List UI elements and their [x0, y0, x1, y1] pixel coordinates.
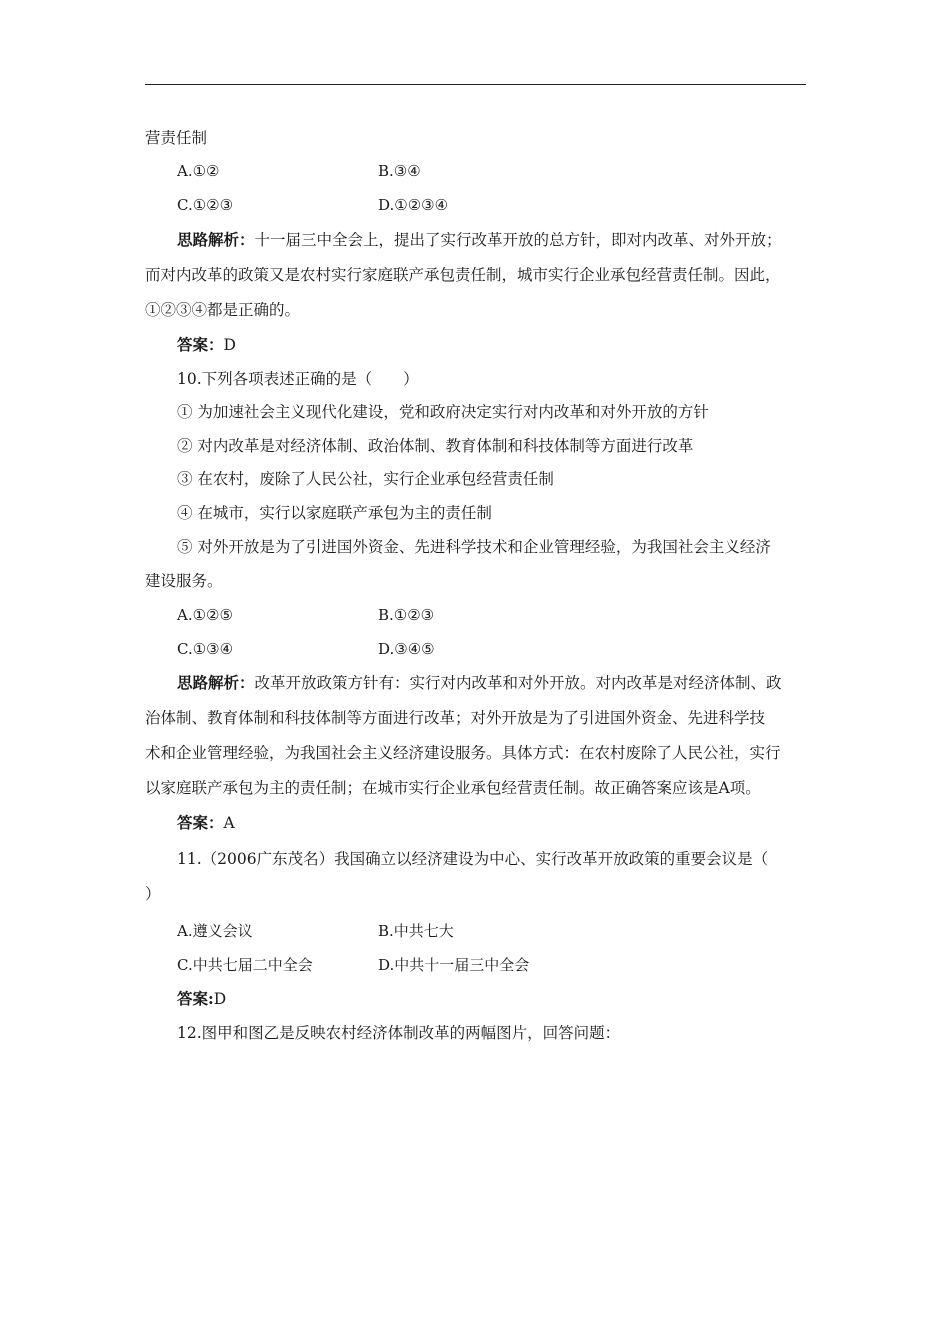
q9-answer-label: 答案：	[177, 335, 224, 354]
q10-analysis-text-1: 改革开放政策方针有：实行对内改革和对外开放。对内改革是对经济体制、政	[254, 674, 782, 692]
q10-analysis-line-2: 治体制、教育体制和科技体制等方面进行改革；对外开放是为了引进国外资金、先进科学技	[145, 709, 766, 727]
q9-stem-continued: 营责任制	[145, 129, 208, 147]
q9-analysis-line-1	[177, 230, 782, 250]
q11-option-b: B.中共七大	[378, 922, 454, 940]
q11-option-a: A.遵义会议	[177, 922, 253, 940]
q10-item-4: ④ 在城市，实行以家庭联产承包为主的责任制	[177, 504, 492, 522]
q10-item-3: ③ 在农村，废除了人民公社，实行企业承包经营责任制	[177, 470, 554, 488]
q10-answer-label: 答案：	[177, 813, 224, 832]
q9-answer-value: D	[223, 336, 236, 354]
q10-analysis-line-4: 以家庭联产承包为主的责任制；在城市实行企业承包经营责任制。故正确答案应该是A项。	[145, 779, 761, 797]
q9-option-d: D.①②③④	[378, 196, 449, 214]
q11-answer-label: 答案:	[177, 989, 214, 1008]
q11-option-d: D.中共十一届三中全会	[378, 956, 530, 974]
q9-option-c: C.①②③	[177, 196, 234, 214]
q9-analysis-line-2: 而对内改革的政策又是农村实行家庭联产承包责任制，城市实行企业承包经营责任制。因此，	[145, 266, 781, 284]
q10-option-d: D.③④⑤	[378, 640, 435, 658]
q10-option-b: B.①②③	[378, 606, 435, 624]
q9-answer	[177, 335, 236, 355]
q10-option-c: C.①③④	[177, 640, 234, 658]
q9-option-a: A.①②	[177, 162, 220, 180]
q10-analysis-line-3: 术和企业管理经验，为我国社会主义经济建设服务。具体方式：在农村废除了人民公社，实行	[145, 744, 781, 762]
q10-option-a: A.①②⑤	[177, 606, 233, 624]
q10-item-2: ② 对内改革是对经济体制、政治体制、教育体制和科技体制等方面进行改革	[177, 437, 694, 455]
q10-analysis-label: 思路解析：	[177, 673, 255, 692]
q11-stem-line-1: 11.（2006广东茂名）我国确立以经济建设为中心、实行改革开放政策的重要会议是（	[177, 850, 769, 868]
q10-stem: 10.下列各项表述正确的是（ ）	[177, 370, 419, 388]
q9-analysis-text-1: 十一届三中全会上，提出了实行改革开放的总方针，即对内改革、对外开放；	[254, 231, 782, 249]
q11-answer-value: D	[213, 990, 227, 1008]
q11-answer	[177, 989, 226, 1009]
q10-item-1: ① 为加速社会主义现代化建设，党和政府决定实行对内改革和对外开放的方针	[177, 403, 709, 421]
q11-option-c: C.中共七届二中全会	[177, 956, 313, 974]
q10-analysis-line-1	[177, 673, 782, 693]
q9-analysis-line-3: ①②③④都是正确的。	[145, 301, 301, 319]
q10-answer-value: A	[223, 814, 235, 832]
q11-stem-line-2: ）	[145, 885, 161, 903]
q10-answer	[177, 813, 235, 833]
q9-analysis-label: 思路解析：	[177, 230, 255, 249]
q10-item-5-line-2: 建设服务。	[145, 572, 223, 590]
q12-stem: 12.图甲和图乙是反映农村经济体制改革的两幅图片，回答问题：	[177, 1024, 621, 1042]
q9-option-b: B.③④	[378, 162, 421, 180]
q10-item-5-line-1: ⑤ 对外开放是为了引进国外资金、先进科学技术和企业管理经验，为我国社会主义经济	[177, 538, 771, 556]
header-rule	[145, 84, 806, 85]
